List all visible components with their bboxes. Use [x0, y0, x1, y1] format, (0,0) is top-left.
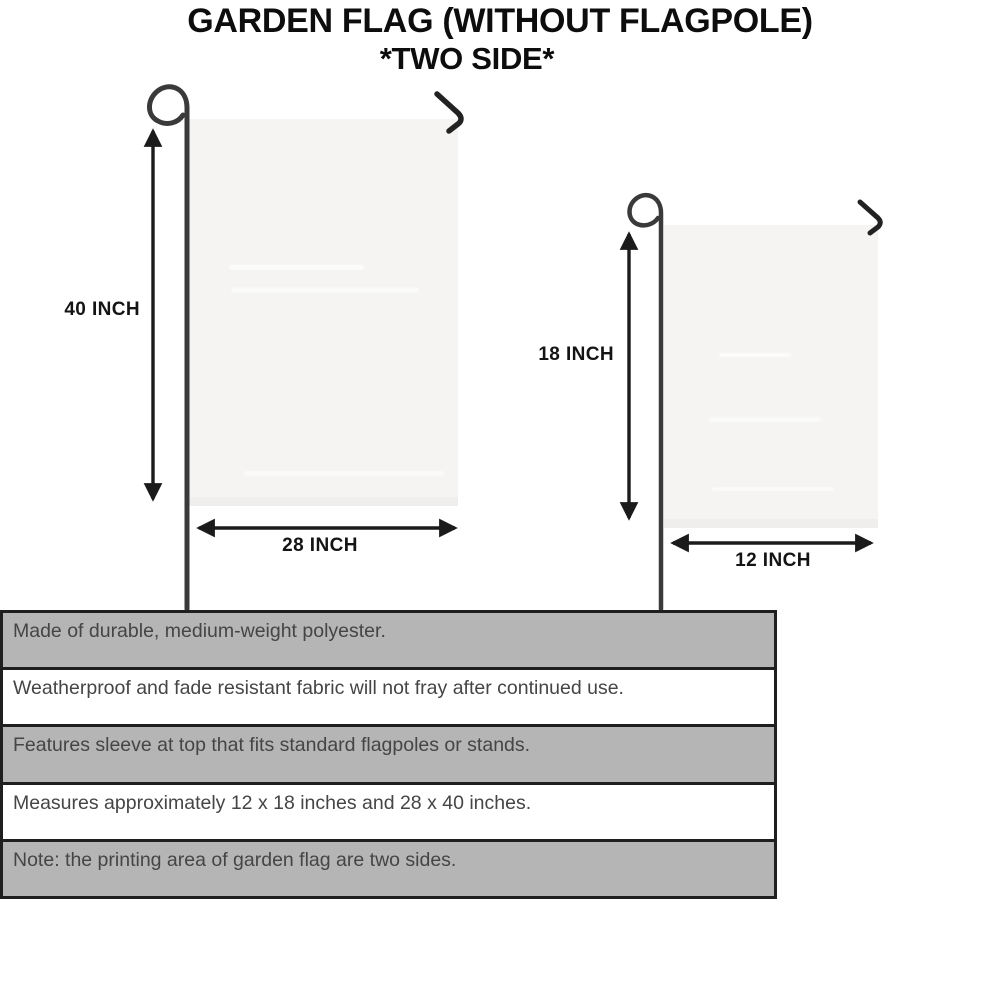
- large-flag-height-label: 40 INCH: [64, 299, 140, 320]
- small-flag-height-label: 18 INCH: [538, 344, 614, 365]
- flag-bottom-hem: [664, 519, 878, 528]
- features-table: [0, 610, 777, 899]
- feature-row-note: Note: the printing area of garden flag are two sides.: [3, 842, 774, 896]
- flag-bottom-hem: [189, 497, 458, 506]
- fabric-sheen: [244, 471, 444, 476]
- page-title-line-2: *TWO SIDE*: [379, 41, 555, 76]
- feature-row-weatherproof: Weatherproof and fade resistant fabric will not fray after continued use.: [3, 670, 774, 727]
- small-flag-width-label: 12 INCH: [735, 550, 811, 571]
- large-flagpole: [149, 87, 187, 609]
- small-flag-panel: [664, 225, 878, 528]
- fabric-sheen: [719, 353, 791, 357]
- large-flag-width-label: 28 INCH: [282, 535, 358, 556]
- fabric-sheen: [709, 417, 821, 422]
- large-flag-panel: [189, 119, 458, 506]
- small-flagpole: [630, 195, 662, 609]
- fabric-sheen: [712, 487, 834, 491]
- page-title-line-1: GARDEN FLAG (WITHOUT FLAGPOLE): [187, 2, 813, 40]
- fabric-sheen: [229, 265, 364, 270]
- fabric-sheen: [231, 287, 419, 293]
- feature-row-material: Made of durable, medium-weight polyester.: [3, 613, 774, 670]
- feature-row-sleeve: Features sleeve at top that fits standard flagpoles or stands.: [3, 727, 774, 784]
- feature-row-measurements: Measures approximately 12 x 18 inches and 28 x 40 inches.: [3, 785, 774, 842]
